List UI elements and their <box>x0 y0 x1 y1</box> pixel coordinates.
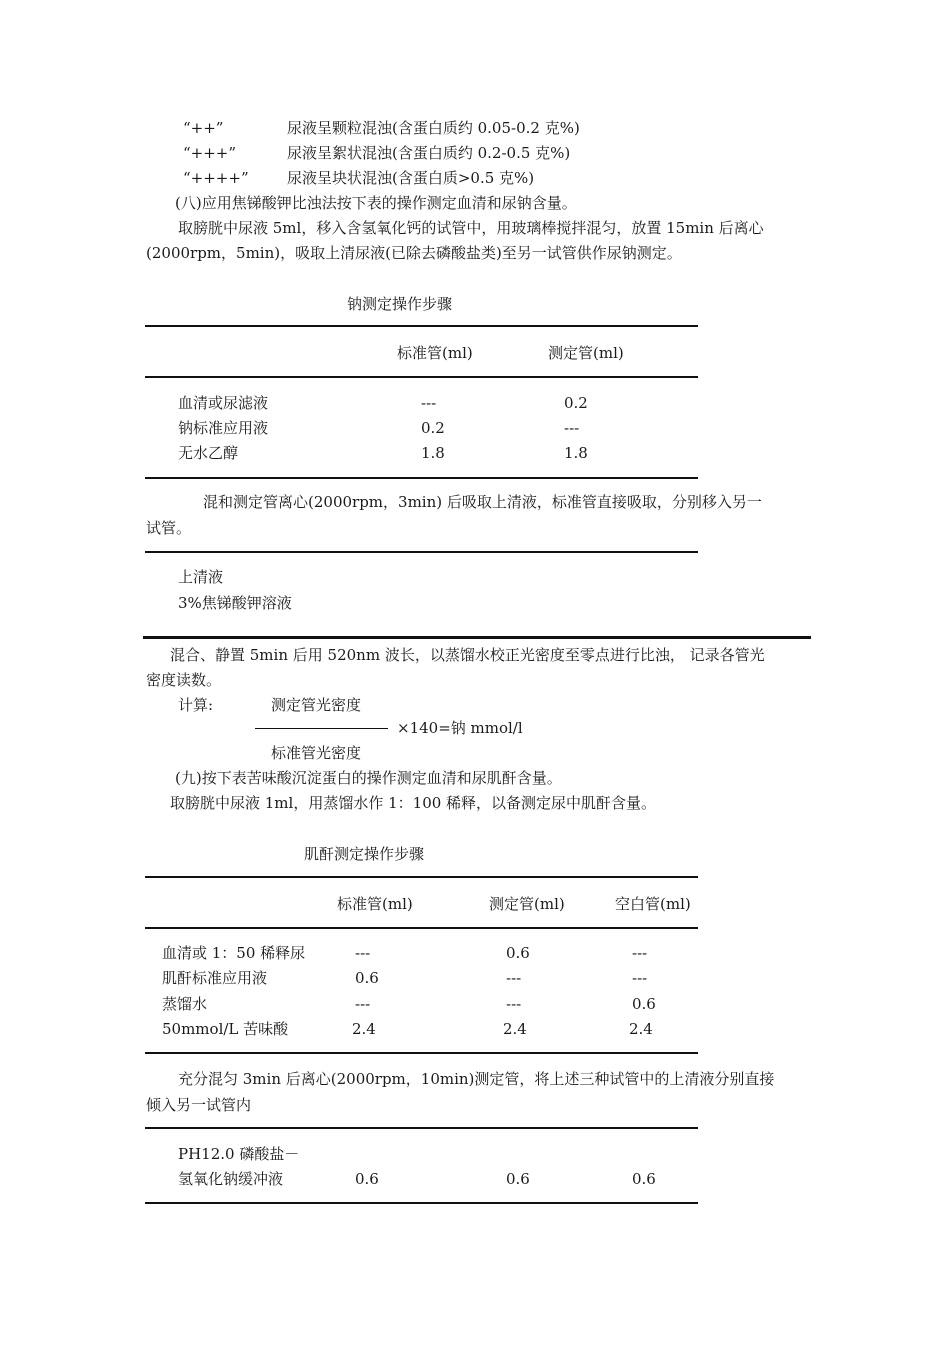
paragraph-line: 取膀胱中尿液 1ml，用蒸馏水作 1：100 稀释，以备测定尿中肌酐含量。 <box>170 794 657 812</box>
cell-value: 0.2 <box>421 419 445 437</box>
row-label: 上清液 <box>178 568 224 586</box>
column-header: 测定管(ml) <box>489 895 565 913</box>
fraction-numerator: 测定管光密度 <box>271 696 362 714</box>
table-rule <box>145 1127 698 1129</box>
row-label: PH12.0 磷酸盐－ <box>178 1145 300 1163</box>
fraction-denominator: 标准管光密度 <box>271 744 362 762</box>
cell-value: --- <box>632 969 648 987</box>
paragraph-line: (2000rpm，5min)，吸取上清尿液(已除去磷酸盐类)至另一试管供作尿钠测定。 <box>146 244 682 262</box>
table-rule <box>145 325 698 327</box>
row-label: 50mmol/L 苦味酸 <box>162 1020 289 1038</box>
cell-value: --- <box>421 394 437 412</box>
table-rule <box>143 636 811 639</box>
cell-value: 1.8 <box>564 444 588 462</box>
cell-value: 0.6 <box>355 969 379 987</box>
table-rule <box>145 876 698 878</box>
cell-value: --- <box>564 419 580 437</box>
cell-value: 0.6 <box>632 995 656 1013</box>
paragraph-line: 取膀胱中尿液 5ml，移入含氢氧化钙的试管中，用玻璃棒搅拌混匀，放置 15min 后离心 <box>178 219 764 237</box>
cell-value: 0.6 <box>632 1170 656 1188</box>
cell-value: --- <box>632 944 648 962</box>
cell-value: 0.6 <box>506 1170 530 1188</box>
cell-value: --- <box>355 944 371 962</box>
grade-mark: “++” <box>183 119 224 137</box>
paragraph-line: 混和测定管离心(2000rpm，3min) 后吸取上清液，标准管直接吸取，分别移入另一 <box>203 493 762 511</box>
paragraph-line: 充分混匀 3min 后离心(2000rpm，10min)测定管，将上述三种试管中的上清液分别直接 <box>178 1070 775 1088</box>
table-rule <box>145 477 698 479</box>
paragraph-line: 试管。 <box>146 519 192 537</box>
table-title: 钠测定操作步骤 <box>347 295 453 313</box>
row-label: 氢氧化钠缓冲液 <box>178 1170 284 1188</box>
cell-value: --- <box>506 995 522 1013</box>
row-label: 血清或 1：50 稀释尿 <box>162 944 306 962</box>
cell-value: --- <box>506 969 522 987</box>
row-label: 血清或尿滤液 <box>178 394 269 412</box>
section-heading: (九)按下表苦味酸沉淀蛋白的操作测定血清和尿肌酐含量。 <box>175 769 562 787</box>
row-label: 无水乙醇 <box>178 444 239 462</box>
paragraph-line: 密度读数。 <box>146 671 222 689</box>
grade-mark: “+++” <box>183 144 237 162</box>
formula-multiplier: ×140=钠 mmol/l <box>397 719 523 737</box>
grade-description: 尿液呈块状混浊(含蛋白质>0.5 克%) <box>287 169 535 187</box>
row-label: 3%焦锑酸钾溶液 <box>178 594 292 612</box>
column-header: 空白管(ml) <box>615 895 691 913</box>
fraction-line <box>255 728 388 729</box>
cell-value: --- <box>355 995 371 1013</box>
table-rule <box>145 1202 698 1204</box>
cell-value: 0.2 <box>564 394 588 412</box>
table-rule <box>145 1052 698 1054</box>
table-rule <box>145 376 698 378</box>
column-header: 标准管(ml) <box>337 895 413 913</box>
cell-value: 1.8 <box>421 444 445 462</box>
cell-value: 0.6 <box>506 944 530 962</box>
grade-description: 尿液呈絮状混浊(含蛋白质约 0.2-0.5 克%) <box>287 144 571 162</box>
row-label: 钠标准应用液 <box>178 419 269 437</box>
column-header: 测定管(ml) <box>548 344 624 362</box>
table-title: 肌酐测定操作步骤 <box>304 845 425 863</box>
section-heading: (八)应用焦锑酸钾比浊法按下表的操作测定血清和尿钠含量。 <box>175 194 577 212</box>
paragraph-line: 倾入另一试管内 <box>146 1096 252 1114</box>
calc-label: 计算: <box>178 696 214 714</box>
row-label: 肌酐标准应用液 <box>162 969 268 987</box>
table-rule <box>145 927 698 929</box>
cell-value: 0.6 <box>355 1170 379 1188</box>
column-header: 标准管(ml) <box>397 344 473 362</box>
row-label: 蒸馏水 <box>162 995 208 1013</box>
paragraph-line: 混合、静置 5min 后用 520nm 波长，以蒸馏水校正光密度至零点进行比浊， 记录各管光 <box>170 646 765 664</box>
cell-value: 2.4 <box>629 1020 653 1038</box>
cell-value: 2.4 <box>352 1020 376 1038</box>
grade-description: 尿液呈颗粒混浊(含蛋白质约 0.05-0.2 克%) <box>287 119 580 137</box>
grade-mark: “++++” <box>183 169 249 187</box>
table-rule <box>145 551 698 553</box>
cell-value: 2.4 <box>503 1020 527 1038</box>
